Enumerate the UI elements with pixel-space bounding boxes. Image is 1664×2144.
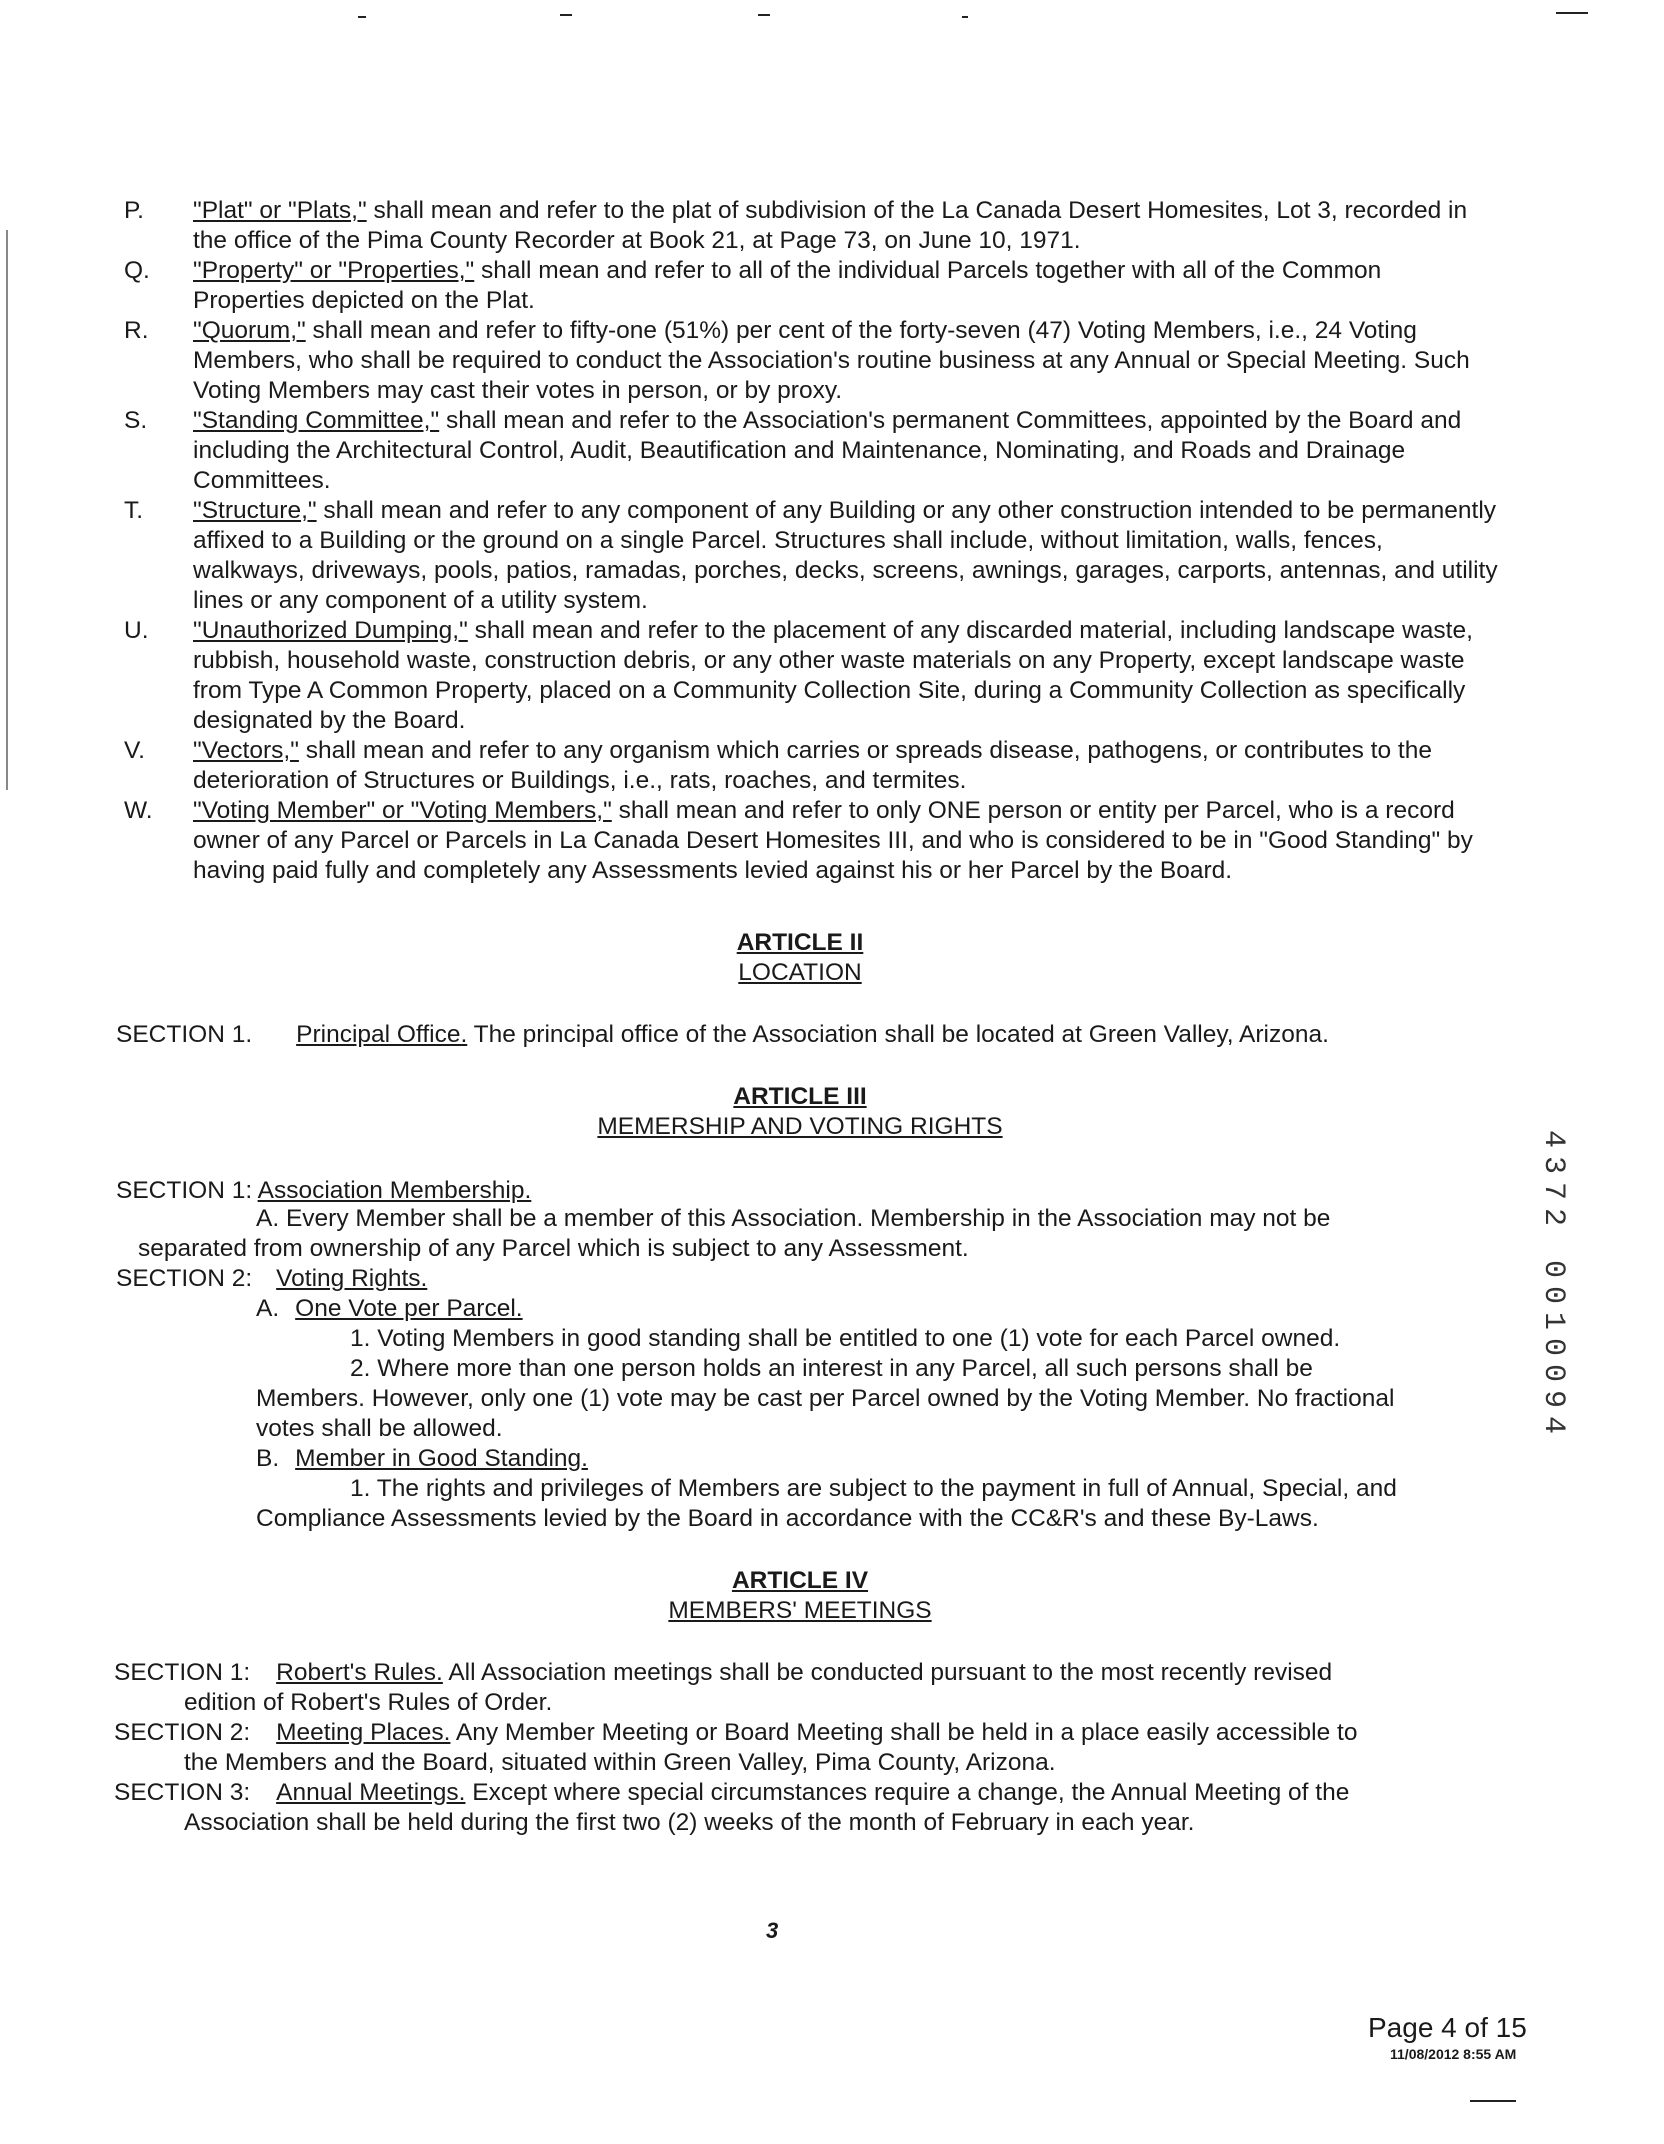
definition-term: "Structure," (193, 497, 317, 524)
definition-v (112, 736, 1512, 796)
definition-term: "Plat" or "Plats," (193, 197, 367, 224)
definition-p (112, 196, 1512, 256)
scan-mark (1556, 12, 1588, 14)
section-title: Annual Meetings. (276, 1779, 466, 1806)
definition-text: shall mean and refer to the Association's permanent Committees, appointed by the Board and including the Architectural Control, Audit, Beautification and Maintenance, Nominating, and Roads and Drainage Committees. (193, 407, 1462, 494)
section-label: SECTION 1: (114, 1659, 251, 1686)
article-3-section-1-a: A. Every Member shall be a member of this Association. Membership in the Association may not be (256, 1205, 1331, 1232)
section-text: Except where special circumstances require a change, the Annual Meeting of the (465, 1779, 1350, 1806)
definition-term: "Standing Committee," (193, 407, 440, 434)
section-title: Meeting Places. (276, 1719, 451, 1746)
article-3-subsection-b (256, 1444, 588, 1474)
article-title: ARTICLE III (733, 1083, 867, 1110)
definition-r (112, 316, 1512, 406)
subsection-title: Member in Good Standing. (295, 1445, 588, 1472)
article-subtitle: LOCATION (738, 959, 862, 986)
definition-text: shall mean and refer to fifty-one (51%) per cent of the forty-seven (47) Voting Members, i.e., 24 Voting Members, who shall be required to conduct the Association's routine business at any Annual or Special Meeting. Such Voting Members may cast their votes in person, or by proxy. (193, 317, 1470, 404)
definitions-list (112, 196, 1512, 886)
section-title: Principal Office. (296, 1021, 468, 1048)
section-text: All Association meetings shall be conducted pursuant to the most recently revised (442, 1659, 1333, 1686)
section-label: SECTION 2: (116, 1265, 253, 1292)
scan-mark (560, 14, 572, 16)
article-2-section-1 (116, 1020, 1329, 1050)
definition-letter: T. (124, 497, 144, 524)
article-4-section-2 (114, 1718, 1357, 1748)
section-text: The principal office of the Association shall be located at Green Valley, Arizona. (467, 1021, 1329, 1048)
section-title: Association Membership. (257, 1177, 532, 1204)
section-text: Any Member Meeting or Board Meeting shall be held in a place easily accessible to (450, 1719, 1358, 1746)
article-3-section-2-heading (116, 1264, 427, 1294)
article-title: ARTICLE II (736, 929, 864, 956)
article-3-a-item-2: 2. Where more than one person holds an interest in any Parcel, all such persons shall be (350, 1355, 1313, 1382)
definition-q (112, 256, 1512, 316)
article-3-a-item-2-cont: Members. However, only one (1) vote may be cast per Parcel owned by the Voting Member. No fractional (256, 1385, 1395, 1412)
article-title: ARTICLE IV (731, 1567, 869, 1594)
article-3-subsection-a (256, 1294, 523, 1324)
definition-text: shall mean and refer to the placement of any discarded material, including landscape waste, rubbish, household waste, construction debris, or any other waste materials on any Property, except landscape waste from Type A Common Property, placed on a Community Collection Site, during a Community Collection as specifically designated by the Board. (193, 617, 1473, 734)
definition-text: shall mean and refer to any component of any Building or any other construction intended to be permanently affixed to a Building or the ground on a single Parcel. Structures shall include, without limitation, walls, fences, walkways, driveways, pools, patios, ramadas, porches, decks, screens, awnings, garages, carports, antennas, and utility lines or any component of a utility system. (193, 497, 1498, 614)
article-2-heading (0, 928, 1600, 988)
page-number: 3 (766, 1918, 779, 1943)
definition-text: shall mean and refer to the plat of subdivision of the La Canada Desert Homesites, Lot 3, recorded in the office of the Pima County Recorder at Book 21, at Page 73, on June 10, 1971. (193, 197, 1468, 254)
definition-letter: S. (124, 407, 148, 434)
article-4-section-1-cont: edition of Robert's Rules of Order. (184, 1689, 553, 1716)
article-3-heading (0, 1082, 1600, 1142)
definition-letter: Q. (124, 257, 150, 284)
definition-letter: P. (124, 197, 144, 224)
article-3-a-item-1: 1. Voting Members in good standing shall be entitled to one (1) vote for each Parcel owned. (350, 1325, 1341, 1352)
scan-edge-line (6, 230, 8, 790)
article-3-section-1-a-cont: separated from ownership of any Parcel which is subject to any Assessment. (138, 1235, 969, 1262)
section-label: SECTION 1: (116, 1177, 253, 1204)
definition-term: "Vectors," (193, 737, 299, 764)
subsection-label: B. (256, 1445, 280, 1472)
scan-mark (1470, 2100, 1516, 2102)
section-label: SECTION 2: (114, 1719, 251, 1746)
subsection-title: One Vote per Parcel. (295, 1295, 523, 1322)
article-3-a-item-2-cont2: votes shall be allowed. (256, 1415, 503, 1442)
article-3-b-item-1: 1. The rights and privileges of Members are subject to the payment in full of Annual, Special, and (350, 1475, 1397, 1502)
definition-s (112, 406, 1512, 496)
definition-term: "Unauthorized Dumping," (193, 617, 468, 644)
article-subtitle: MEMERSHIP AND VOTING RIGHTS (597, 1113, 1003, 1140)
fax-timestamp: 11/08/2012 8:55 AM (1390, 2046, 1517, 2062)
section-label: SECTION 3: (114, 1779, 251, 1806)
article-4-section-1 (114, 1658, 1332, 1688)
definition-w (112, 796, 1512, 886)
article-4-section-3-cont: Association shall be held during the first two (2) weeks of the month of February in each year. (184, 1809, 1195, 1836)
section-title: Voting Rights. (276, 1265, 428, 1292)
article-4-heading (0, 1566, 1600, 1626)
recorder-side-stamp (1530, 1130, 1570, 1470)
subsection-label: A. (256, 1295, 280, 1322)
scan-mark (758, 14, 770, 16)
article-3-b-item-1-cont: Compliance Assessments levied by the Board in accordance with the CC&R's and these By-Laws. (256, 1505, 1319, 1532)
article-4-section-2-cont: the Members and the Board, situated within Green Valley, Pima County, Arizona. (184, 1749, 1056, 1776)
side-stamp-text: 4372 0010094 (1536, 1130, 1570, 1443)
section-title: Robert's Rules. (276, 1659, 443, 1686)
definition-text: shall mean and refer to any organism which carries or spreads disease, pathogens, or contributes to the deterioration of Structures or Buildings, i.e., rats, roaches, and termites. (193, 737, 1432, 794)
scan-mark (962, 16, 968, 18)
definition-term: "Voting Member" or "Voting Members," (193, 797, 612, 824)
article-3-section-1-heading (116, 1176, 531, 1206)
page-of-label: Page 4 of 15 (1368, 2012, 1527, 2043)
definition-letter: W. (124, 797, 153, 824)
definition-text: shall mean and refer to only ONE person or entity per Parcel, who is a record owner of any Parcel or Parcels in La Canada Desert Homesites III, and who is considered to be in "Good Standing" by having paid fully and completely any Assessments levied against his or her Parcel by the Board. (193, 797, 1473, 884)
scan-mark (358, 16, 366, 18)
definition-text: shall mean and refer to all of the individual Parcels together with all of the Common Properties depicted on the Plat. (193, 257, 1382, 314)
definition-term: "Property" or "Properties," (193, 257, 475, 284)
section-label: SECTION 1. (116, 1021, 253, 1048)
article-subtitle: MEMBERS' MEETINGS (668, 1597, 932, 1624)
definition-t (112, 496, 1512, 616)
definition-letter: V. (124, 737, 145, 764)
definition-letter: U. (124, 617, 149, 644)
definition-letter: R. (124, 317, 149, 344)
definition-term: "Quorum," (193, 317, 306, 344)
definition-u (112, 616, 1512, 736)
article-4-section-3 (114, 1778, 1349, 1808)
